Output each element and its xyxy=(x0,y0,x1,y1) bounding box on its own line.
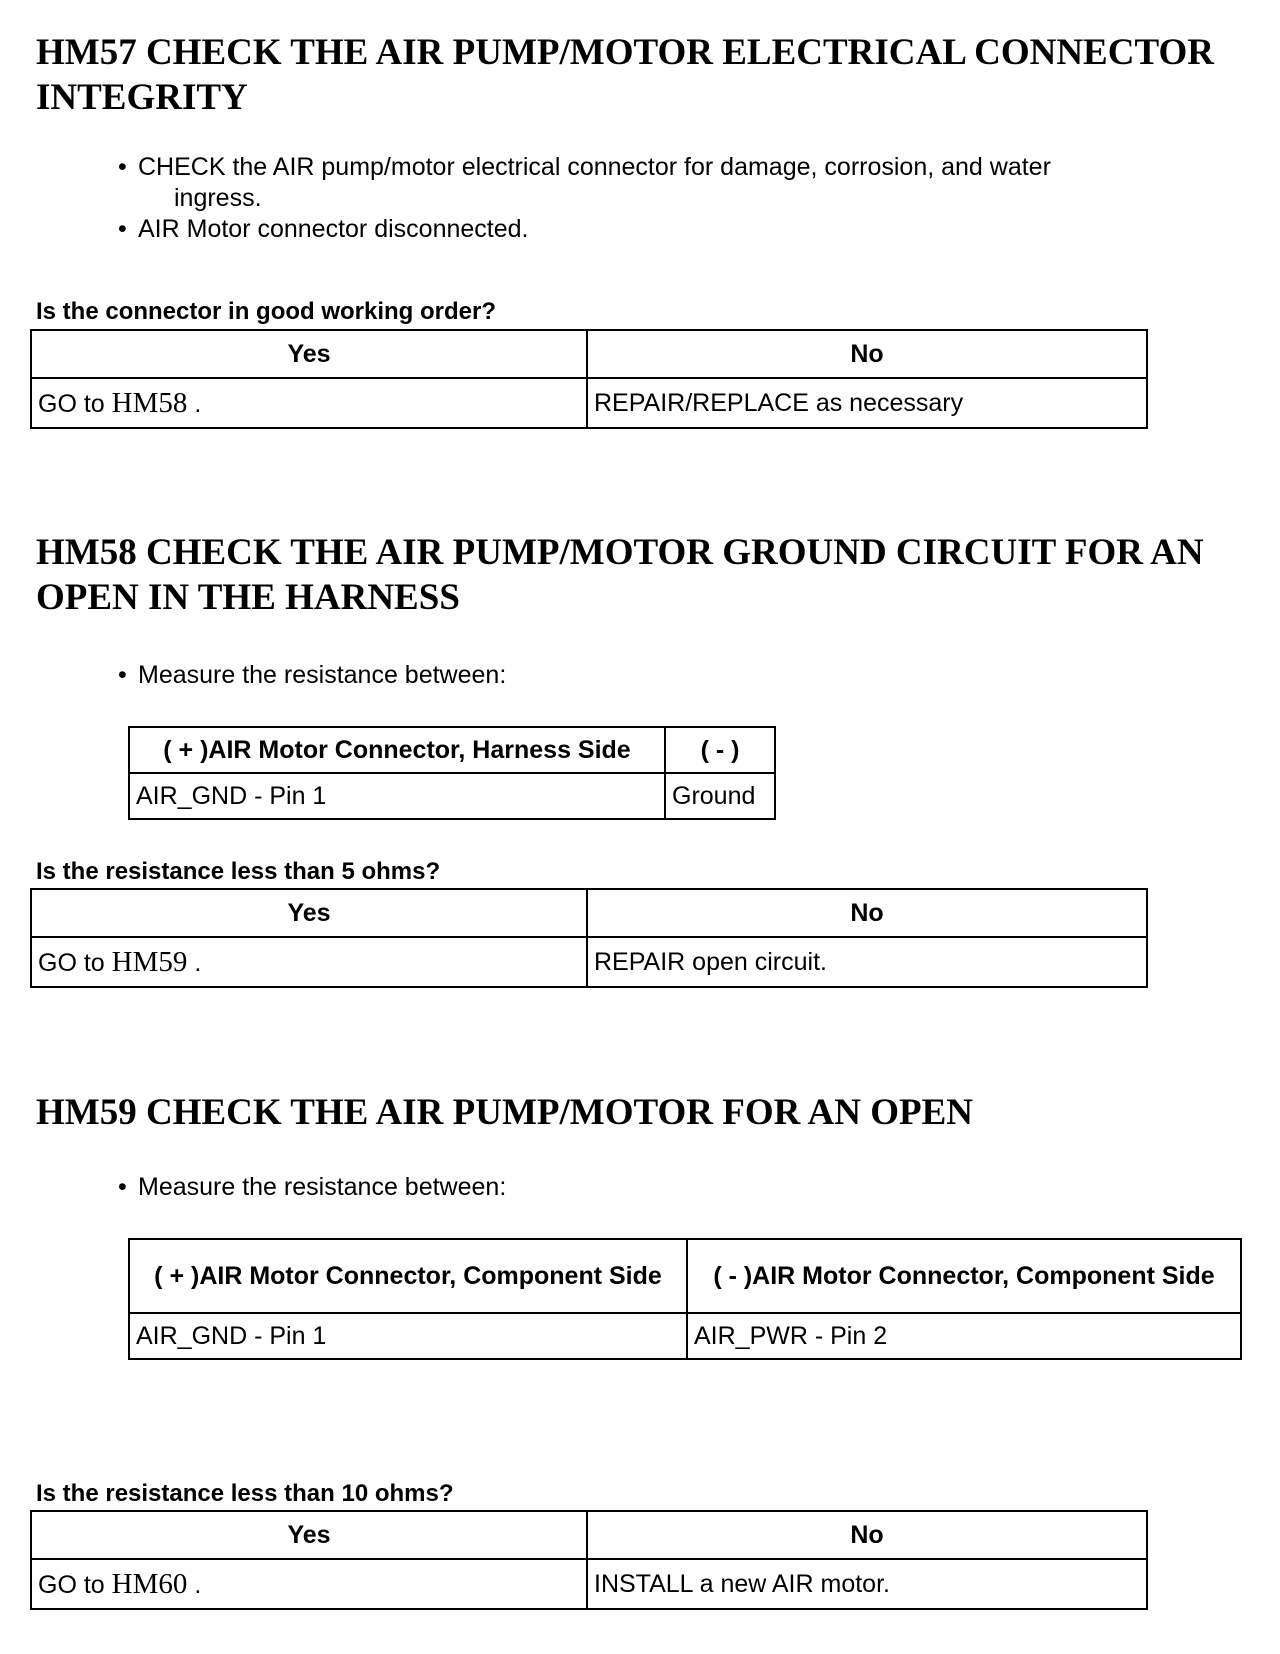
no-action-cell: INSTALL a new AIR motor. xyxy=(587,1559,1147,1609)
goto-suffix: . xyxy=(194,948,202,977)
negative-lead-header: ( - ) xyxy=(665,727,775,773)
bullet-text: Measure the resistance between: xyxy=(138,661,507,689)
bullet-text: Measure the resistance between: xyxy=(138,1173,507,1201)
no-header: No xyxy=(587,330,1147,378)
goto-link-hm59[interactable]: HM59 xyxy=(111,945,188,978)
question-hm58: Is the resistance less than 5 ohms? xyxy=(36,858,441,885)
goto-link-hm60[interactable]: HM60 xyxy=(111,1567,188,1600)
bullet-list-hm57 xyxy=(118,152,1178,245)
positive-lead-header: ( + )AIR Motor Connector, Harness Side xyxy=(129,727,665,773)
measurement-table-hm58 xyxy=(128,726,776,820)
no-header: No xyxy=(587,889,1147,937)
yes-header: Yes xyxy=(31,330,587,378)
yes-no-table-hm59 xyxy=(30,1510,1148,1610)
yes-header: Yes xyxy=(31,889,587,937)
bullet-text: AIR Motor connector disconnected. xyxy=(138,215,529,243)
bullet-list-hm59 xyxy=(118,1172,1178,1203)
no-header: No xyxy=(587,1511,1147,1559)
section-heading-hm59: HM59 CHECK THE AIR PUMP/MOTOR FOR AN OPEN xyxy=(36,1092,974,1133)
positive-lead-value: AIR_GND - Pin 1 xyxy=(129,773,665,819)
question-hm59: Is the resistance less than 10 ohms? xyxy=(36,1480,454,1507)
bullet-list-hm58 xyxy=(118,660,1178,691)
no-action-cell: REPAIR/REPLACE as necessary xyxy=(587,378,1147,428)
bullet-item xyxy=(118,660,1178,691)
bullet-item xyxy=(118,152,1178,214)
yes-action-cell xyxy=(31,378,587,428)
no-action-cell: REPAIR open circuit. xyxy=(587,937,1147,987)
goto-link-hm58[interactable]: HM58 xyxy=(111,386,188,419)
goto-suffix: . xyxy=(194,1570,202,1599)
yes-no-table-hm57 xyxy=(30,329,1148,429)
bullet-item xyxy=(118,214,1178,245)
negative-lead-value: Ground xyxy=(665,773,775,819)
yes-header: Yes xyxy=(31,1511,587,1559)
goto-prefix: GO to xyxy=(38,948,105,977)
bullet-text-continued: ingress. xyxy=(174,184,262,212)
question-hm57: Is the connector in good working order? xyxy=(36,298,497,325)
negative-lead-value: AIR_PWR - Pin 2 xyxy=(687,1313,1241,1359)
yes-action-cell xyxy=(31,1559,587,1609)
yes-no-table-hm58 xyxy=(30,888,1148,988)
section-heading-hm58: HM58 CHECK THE AIR PUMP/MOTOR GROUND CIRCUIT FOR AN OPEN IN THE HARNESS xyxy=(36,532,1204,618)
goto-prefix: GO to xyxy=(38,1570,105,1599)
bullet-text: CHECK the AIR pump/motor electrical connector for damage, corrosion, and water xyxy=(138,153,1051,181)
positive-lead-header: ( + )AIR Motor Connector, Component Side xyxy=(129,1239,687,1313)
goto-suffix: . xyxy=(194,389,202,418)
positive-lead-value: AIR_GND - Pin 1 xyxy=(129,1313,687,1359)
section-heading-hm57: HM57 CHECK THE AIR PUMP/MOTOR ELECTRICAL CONNECTOR INTEGRITY xyxy=(36,32,1214,118)
measurement-table-hm59 xyxy=(128,1238,1242,1360)
goto-prefix: GO to xyxy=(38,389,105,418)
yes-action-cell xyxy=(31,937,587,987)
bullet-item xyxy=(118,1172,1178,1203)
negative-lead-header: ( - )AIR Motor Connector, Component Side xyxy=(687,1239,1241,1313)
